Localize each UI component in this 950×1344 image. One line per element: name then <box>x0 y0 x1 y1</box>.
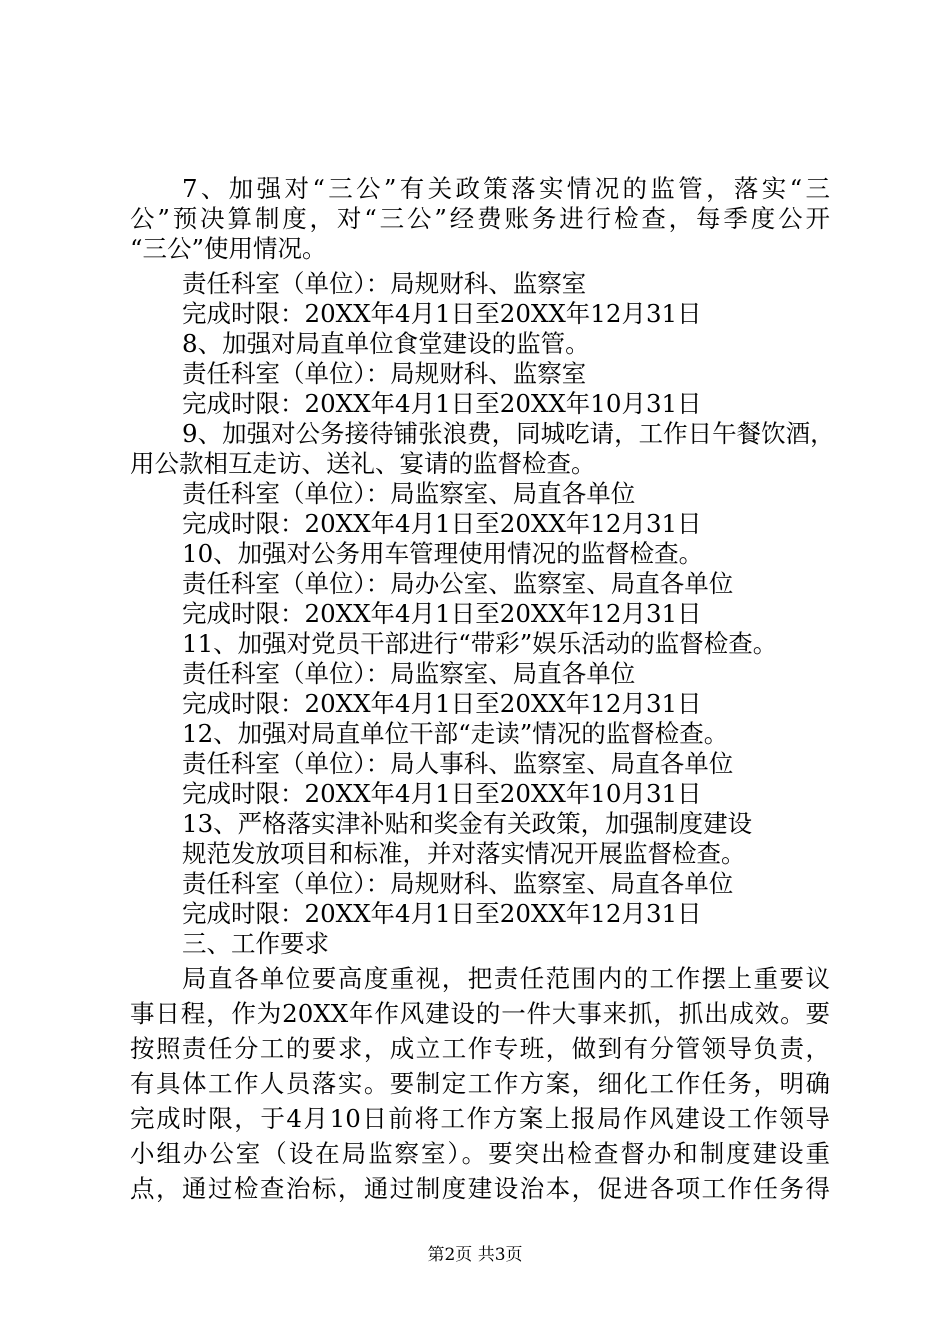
deadline-line: 完成时限：20XX年4月1日至20XX年12月31日 <box>182 509 702 538</box>
paragraph-line: 完成时限，于4月10日前将工作方案上报局作风建设工作领导 <box>130 1104 830 1133</box>
responsibility-line: 责任科室（单位）：局规财科、监察室 <box>182 359 587 388</box>
item-heading: 13、严格落实津补贴和奖金有关政策，加强制度建设 <box>182 809 753 838</box>
paragraph-line: 事日程，作为20XX年作风建设的一件大事来抓，抓出成效。要 <box>130 999 830 1028</box>
deadline-line: 完成时限：20XX年4月1日至20XX年12月31日 <box>182 689 702 718</box>
paragraph-line: 点，通过检查治标，通过制度建设治本，促进各项工作任务得 <box>130 1174 830 1203</box>
paragraph-line: 按照责任分工的要求，成立工作专班，做到有分管领导负责， <box>130 1034 830 1063</box>
paragraph-line: 规范发放项目和标准，并对落实情况开展监督检查。 <box>182 839 746 868</box>
deadline-line: 完成时限：20XX年4月1日至20XX年12月31日 <box>182 899 702 928</box>
responsibility-line: 责任科室（单位）：局监察室、局直各单位 <box>182 659 636 688</box>
section-heading: 三、工作要求 <box>182 929 329 958</box>
page-footer: 第2页 共3页 <box>427 1245 523 1265</box>
paragraph-line: 用公款相互走访、送礼、宴请的监督检查。 <box>130 449 596 478</box>
paragraph-line: 公”预决算制度，对“三公”经费账务进行检查，每季度公开 <box>130 204 830 233</box>
paragraph-line: 9、加强对公务接待铺张浪费，同城吃请，工作日午餐饮酒， <box>182 419 835 448</box>
paragraph-line: 有具体工作人员落实。要制定工作方案，细化工作任务，明确 <box>130 1069 830 1098</box>
deadline-line: 完成时限：20XX年4月1日至20XX年12月31日 <box>182 599 702 628</box>
paragraph-line: “三公”使用情况。 <box>130 234 327 263</box>
responsibility-line: 责任科室（单位）：局人事科、监察室、局直各单位 <box>182 749 734 778</box>
paragraph-line: 局直各单位要高度重视，把责任范围内的工作摆上重要议 <box>182 964 830 993</box>
paragraph-line: 小组办公室（设在局监察室）。要突出检查督办和制度建设重 <box>130 1139 830 1168</box>
responsibility-line: 责任科室（单位）：局办公室、监察室、局直各单位 <box>182 569 734 598</box>
paragraph-line: 7、加强对“三公”有关政策落实情况的监管，落实“三 <box>182 174 830 203</box>
item-heading: 12、加强对局直单位干部“走读”情况的监督检查。 <box>182 719 729 748</box>
deadline-line: 完成时限：20XX年4月1日至20XX年12月31日 <box>182 299 702 328</box>
item-heading: 8、加强对局直单位食堂建设的监管。 <box>182 329 590 358</box>
deadline-line: 完成时限：20XX年4月1日至20XX年10月31日 <box>182 389 702 418</box>
responsibility-line: 责任科室（单位）：局规财科、监察室 <box>182 269 587 298</box>
item-heading: 10、加强对公务用车管理使用情况的监督检查。 <box>182 539 704 568</box>
deadline-line: 完成时限：20XX年4月1日至20XX年10月31日 <box>182 779 702 808</box>
responsibility-line: 责任科室（单位）：局规财科、监察室、局直各单位 <box>182 869 734 898</box>
responsibility-line: 责任科室（单位）：局监察室、局直各单位 <box>182 479 636 508</box>
item-heading: 11、加强对党员干部进行“带彩”娱乐活动的监督检查。 <box>182 629 778 658</box>
